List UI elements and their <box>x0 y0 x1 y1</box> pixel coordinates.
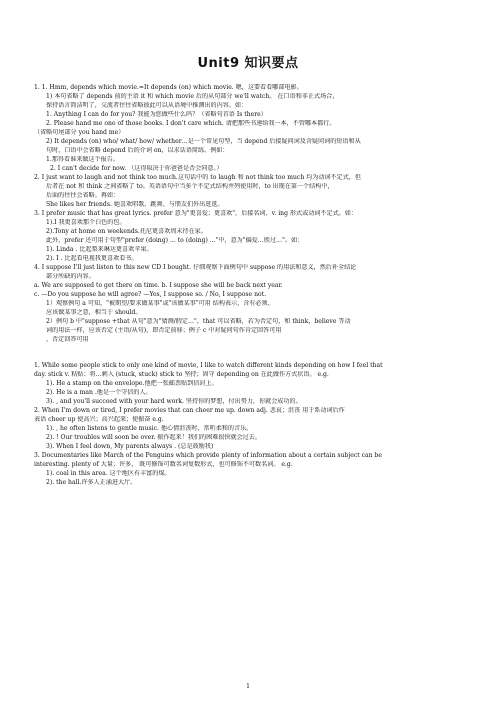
text-line: 2. When I'm down or tired, I prefer movies that can cheer me up. down adj. 悲哀；沮丧 用于系动词后作 <box>34 407 345 414</box>
text-line: 1. While some people stick to only one kind of movie, I like to watch different kinds depending on how I feel that <box>34 362 383 369</box>
text-line: 2. Please hand me one of those books. I don't care which. 请把那些书递给我一本，不管哪本都行。 <box>46 120 336 127</box>
text-line: 后面的往往会省略。再如： <box>46 192 120 199</box>
text-line: 1).I 我更喜欢那个白色的包。 <box>46 219 126 226</box>
text-line: 1). , he often listens to gentle music. 他心情沮丧时，常听柔和的音乐。 <box>46 425 253 432</box>
text-line: 3. I prefer music that has great lyrics. prefer 意为"更喜爱；更喜欢"，后接名词、v. ing 形式或动词不定式。如： <box>34 210 357 217</box>
text-line: 1）观察例句 a 可知，"被期望/要求做某事"或"该做某事"可用 结构表示，含有必须、 <box>46 300 274 307</box>
text-line: 1) 本句省略了 depends 前的主语 it 和 which movie 后的从句部分 we'll watch。 在口语和非正式场合， <box>46 93 339 100</box>
text-line: a. We are supposed to get there on time. b. I suppose she will be back next year. <box>34 282 283 289</box>
text-line: 2). I . 比起看电视我更喜欢看书。 <box>46 255 138 262</box>
text-line: 3). When I feel down, My parents always . (总是鼓励我) <box>46 443 214 450</box>
text-line: 1). coal in this area. 这个地区有丰富的煤。 <box>46 470 171 477</box>
text-line: 句时，口语中会省略 depend 后的介词 on，以求话语简练。例如： <box>46 147 229 154</box>
text-line: day. stick v. 粘贴；将…刺入 (stuck, stuck) stick to 坚持；固守 depending on 在此做作方式状语。 e.g. <box>34 371 329 378</box>
text-line: （省略句尾部分 you hand me） <box>34 129 125 136</box>
text-line: 2). ! Our troubles will soon be over. 振作起来！我们的困难很快就会过去。 <box>46 434 261 441</box>
text-line: 2. I can't decide for now. （这得取决于你爸爸是否会同意。） <box>50 165 223 172</box>
text-line: 1). Linda . 比起梨来琳达更喜欢苹果。 <box>46 246 153 253</box>
text-line: 2).Tony at home on weekends.托尼更喜欢周末待在家。 <box>46 228 207 235</box>
text-line: 2）例句 b 中"suppose +that 从句"意为"猜测/假定…"，that 可以省略，若为否定句，和 think，believe 等动 <box>46 318 351 325</box>
text-line: 保持语言简洁明了，交流者往往省略彼此可以从语境中推测出的内容。如： <box>46 102 248 109</box>
text-line: 后者在 not 和 think 之间省略了 to。英语语句中当多个不定式结构并列使用时，to 出现在第一个结构中， <box>46 183 334 190</box>
text-line: interesting. plenty of 大量；许多， 既可修饰可数名词复数形式，也可修饰不可数名词。 e.g. <box>34 461 293 468</box>
text-line: 2. I just want to laugh and not think too much.这句话中的 to laugh 和 not think too much 均为动词不定式，但 <box>34 174 362 181</box>
text-line: 1. 1. Hmm, depends which movie.=It depends (on) which movie. 嗯，这要看看哪部电影。 <box>34 84 303 91</box>
text-line: 2). the hall.许多人正涌进大厅。 <box>46 479 137 486</box>
text-line: 3). , and you'll succeed with your hard work. 坚持你的梦想，付出努力，你就会成功的。 <box>46 398 302 405</box>
text-line: 3. Documentaries like March of the Penguins which provide plenty of information about a certain subject can be <box>34 452 383 459</box>
text-line: 表语 cheer up 使高兴；高兴起来；使振奋 e.g. <box>34 416 164 423</box>
text-line: ，否定回答可用 <box>46 336 89 343</box>
text-line: 2). He is a man .他是一个守信的人。 <box>46 389 152 396</box>
text-line: 1. Anything I can do for you? 我能为您做些什么吗？（省略句首语 Is there） <box>46 111 267 118</box>
text-line: 部分所缺的内容。 <box>46 273 95 280</box>
page-number: 1 <box>246 683 250 690</box>
text-line: 词的用法一样，应该否定 (主语/从句)，即否定前移；例子 c 中对疑问句作肯定回答可用 <box>46 327 282 334</box>
text-line: She likes her friends. 她喜欢唱歌、跳舞、与朋友们外出逛逛。 <box>46 201 224 208</box>
text-line: 2) It depends (on) who/ what/ how/ whether…是一个常见句型，当 depend 后接疑问词及含疑问词的短语和从 <box>46 138 361 145</box>
text-line: 1). He a stamp on the envelope.他把一张邮票贴到信封上。 <box>46 380 218 387</box>
text-line: 4. I suppose I'll just listen to this new CD I bought. 仔细观察下面例句中 suppose 的用法和意义，然后补全结论 <box>34 264 357 271</box>
text-line: 1.那得看谁来做这个报告。 <box>46 156 119 163</box>
text-line: 此外，prefer 还可用于句型"prefer (doing) ... to (doing) ..."中，意为"偏爱…胜过…"。如： <box>46 237 304 244</box>
text-line: 应该做某事之意，相当于 should。 <box>46 309 142 316</box>
page-title: Unit9 知识要点 <box>197 56 299 71</box>
text-line: c. —Do you suppose he will agree? —Yes, I suppose so. / No, I suppose not. <box>34 291 267 298</box>
